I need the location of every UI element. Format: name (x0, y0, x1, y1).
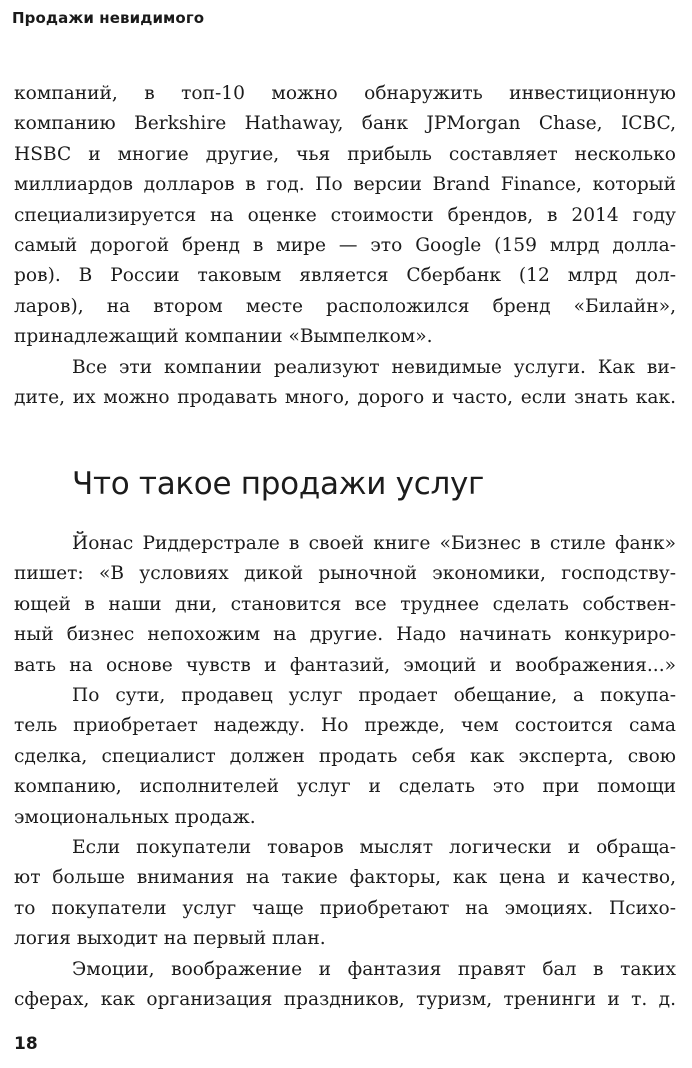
paragraph (14, 955, 676, 1016)
paragraph (14, 79, 676, 353)
paragraph (14, 681, 676, 833)
text-line: логия выходит на первый план. (14, 928, 326, 950)
running-head: Продажи невидимого (12, 9, 205, 27)
text-line: компанию Berkshire Hathaway, банк JPMorgan Chase, ICBC, (14, 113, 676, 135)
text-line: компаний, в топ-10 можно обнаружить инвестиционную (14, 83, 676, 104)
text-line: Если покупатели товаров мыслят логически и обраща- (72, 837, 676, 859)
text-line: HSBC и многие другие, чья прибыль составляет несколько (14, 143, 676, 165)
text-line: сделка, специалист должен продать себя как эксперта, свою (14, 745, 676, 767)
text-block-bottom (14, 529, 676, 1016)
paragraph (14, 529, 676, 681)
text-line: ров). В России таковым является Сбербанк (12 млрд дол- (14, 265, 676, 287)
text-line: дите, их можно продавать много, дорого и часто, если знать как. (14, 387, 676, 409)
text-line: пишет: «В условиях дикой рыночной экономики, господству- (14, 563, 676, 585)
text-line: Йонас Риддерстрале в своей книге «Бизнес в стиле фанк» (72, 533, 676, 554)
text-line: специализируется на оценке стоимости брендов, в 2014 году (14, 204, 676, 226)
text-line: ларов), на втором месте расположился бренд «Билайн», (14, 295, 676, 317)
page-number: 18 (14, 1034, 38, 1054)
text-line: самый дорогой бренд в мире — это Google (159 млрд долла- (14, 235, 676, 257)
text-line: миллиардов долларов в год. По версии Brand Finance, который (14, 174, 676, 196)
section-heading: Что такое продажи услуг (72, 466, 485, 502)
text-line: ющей в наши дни, становится все труднее сделать собствен- (14, 593, 676, 615)
text-line: Все эти компании реализуют невидимые услуги. Как ви- (72, 356, 676, 378)
text-line: сферах, как организация праздников, туризм, тренинги и т. д. (14, 989, 676, 1011)
text-line: ный бизнес непохожим на другие. Надо начинать конкуриро- (14, 624, 676, 646)
text-line: вать на основе чувств и фантазий, эмоций и воображения...» (14, 654, 676, 676)
text-line: Эмоции, воображение и фантазия правят бал в таких (72, 958, 676, 980)
paragraph (14, 833, 676, 955)
text-line: тель приобретает надежду. Но прежде, чем состоится сама (14, 715, 676, 737)
text-line: По сути, продавец услуг продает обещание, а покупа- (72, 685, 676, 707)
text-block-top (14, 79, 676, 413)
text-line: ют больше внимания на такие факторы, как цена и качество, (14, 867, 676, 889)
text-line: эмоциональных продаж. (14, 806, 256, 828)
text-line: принадлежащий компании «Вымпелком». (14, 326, 433, 348)
paragraph (14, 353, 676, 414)
text-line: то покупатели услуг чаще приобретают на эмоциях. Психо- (14, 897, 676, 919)
text-line: компанию, исполнителей услуг и сделать это при помощи (14, 776, 676, 798)
